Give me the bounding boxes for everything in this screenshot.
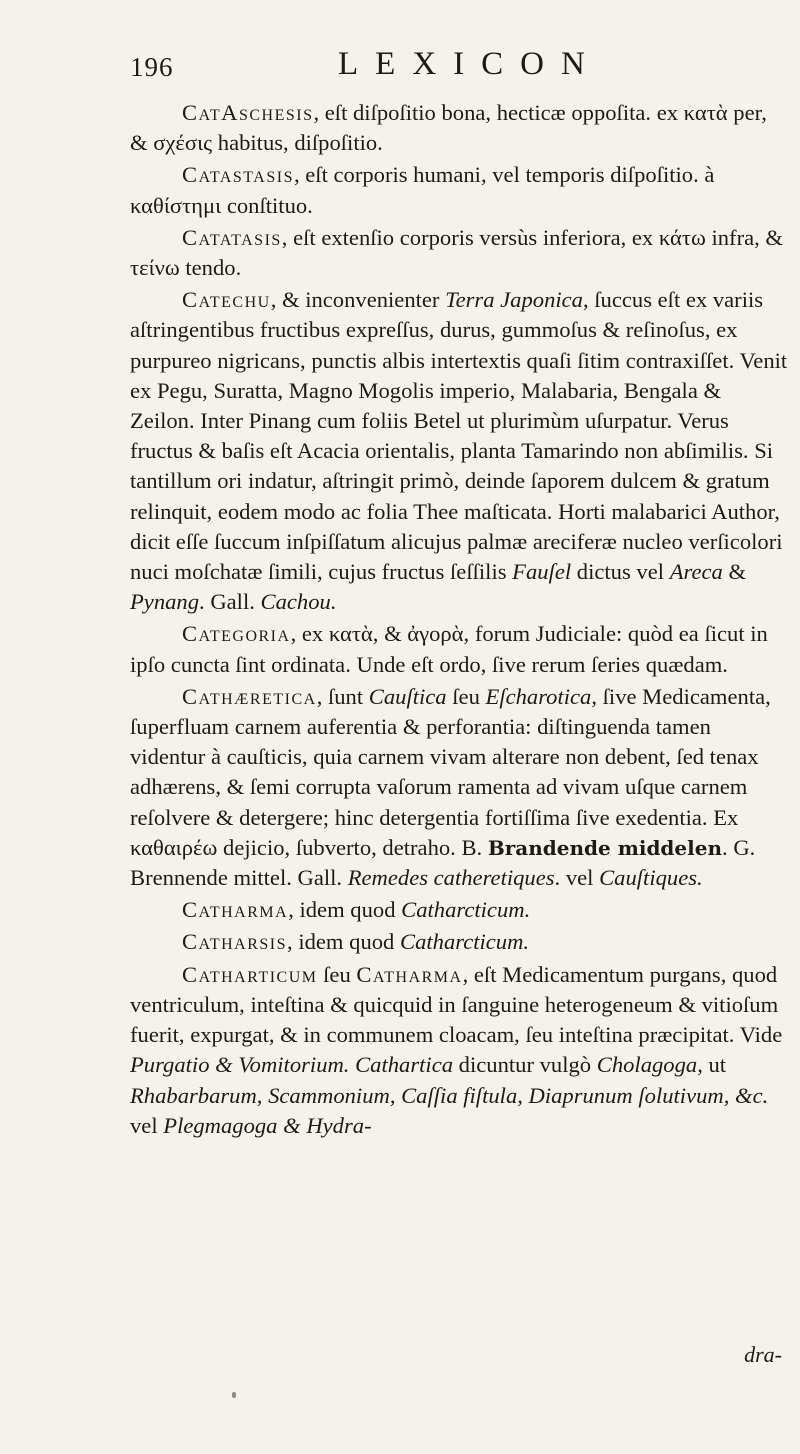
- entry-catechu: [130, 285, 790, 617]
- dictionary-column: [130, 98, 790, 1141]
- definition: , ex κατὰ, & ἀγορὰ, forum Judiciale: quòd ea ſicut in ipſo cuncta ſint ordinata. Unde eſt ordo, ſive rerum ſeries quædam.: [130, 621, 768, 677]
- italic-term: Cauſtiques.: [599, 865, 703, 891]
- definition-part: ſeu: [446, 683, 486, 709]
- definition-part: &: [722, 559, 747, 585]
- definition-part: ſeu: [317, 961, 357, 987]
- headword: Categoria: [182, 621, 291, 647]
- definition-part: dicuntur vulgò: [453, 1052, 597, 1078]
- definition: , eſt diſpoſitio bona, hecticæ oppoſita. ex κατὰ per, & σχέσις habitus, diſpoſitio.: [130, 100, 767, 156]
- italic-term: Purgatio & Vomitorium. Cathartica: [130, 1052, 454, 1078]
- italic-term: Remedes catheretiques: [347, 865, 555, 891]
- definition-part: , eſt Medicamentum purgans, quod ventriculum, inteſtina & quicquid in ſanguine heterogeneum & vitioſum fuerit, expurgat, & in communem cloacam, ſeu inteſtina præcipitat. Vide: [130, 961, 783, 1048]
- italic-term: Pynang: [130, 589, 200, 615]
- italic-term: Cauſtica: [368, 683, 447, 709]
- italic-term: Rhabarbarum, Scammonium, Caſſia fiſtula, Diaprunum ſolutivum, &c.: [130, 1082, 769, 1108]
- definition: , eſt extenſio corporis versùs inferiora, ex κάτω infra, & τείνω tendo.: [130, 224, 784, 281]
- definition-part: vel: [130, 1112, 164, 1138]
- headword: Catharma: [182, 897, 289, 923]
- entry-catastasis: [130, 160, 790, 220]
- headword: Cathæretica: [182, 683, 317, 709]
- definition-part: dictus vel: [571, 559, 670, 585]
- italic-term: Areca: [669, 559, 723, 585]
- italic-term: Fauſel: [512, 559, 572, 585]
- definition-part: , idem quod: [288, 897, 402, 923]
- definition-part: , ut: [697, 1052, 727, 1078]
- definition-part: , idem quod: [287, 929, 400, 955]
- entry-catAschesis: [130, 98, 790, 158]
- headword: Catechu: [182, 287, 271, 313]
- italic-term: Eſcharotica: [485, 683, 592, 709]
- entry-cathaeretica: [130, 682, 790, 893]
- blackletter-term: Brandende middelen: [487, 835, 723, 860]
- entry-catharsis: [130, 927, 790, 957]
- definition-part: . vel: [554, 865, 600, 891]
- definition-part: , & inconvenienter: [270, 287, 446, 313]
- catchword: dra-: [744, 1342, 782, 1367]
- entry-catharma: [130, 895, 790, 925]
- italic-term: Catharcticum.: [400, 929, 530, 955]
- entry-catharticum: [130, 960, 790, 1141]
- page-header: [0, 44, 800, 94]
- definition-part: . G. Brennende mittel. Gall.: [130, 834, 756, 891]
- entry-catatasis: [130, 223, 790, 283]
- headword: Catastasis: [182, 162, 294, 188]
- definition: , eſt corporis humani, vel temporis diſpoſitio. à καθίστημι conſtituo.: [130, 162, 715, 218]
- entry-categoria: [130, 619, 790, 679]
- headword: Catatasis: [182, 224, 282, 250]
- headword-secondary: Catharma: [356, 961, 463, 987]
- headword: CatAschesis: [182, 100, 314, 125]
- page-number: 196: [130, 52, 174, 82]
- italic-term: Plegmagoga & Hydra-: [163, 1112, 372, 1138]
- italic-term: Cholagoga: [596, 1052, 698, 1078]
- italic-term: Terra Japonica: [445, 287, 583, 313]
- definition-part: , ſuccus eſt ex variis aſtringentibus fructibus expreſſus, durus, gummoſus & reſinoſus, ex purpureo nigricans, punctis albis intertextis quaſi ſitim contraxiſſet. Venit ex Pegu, Suratta, Magno Mogolis imperio, Malabaria, Bengala & Zeilon. Inter Pinang cum foliis Betel ut plurimùm uſurpatur. Verus fructus & baſis eſt Acacia orientalis, planta Tamarindo non abſimilis. Si tantillum ori indatur, aſtringit primò, deinde ſaporem dulcem & gratum relinquit, eodem modo ac folia Thee maſticata. Horti malabarici Author, dicit eſſe ſuccum inſpiſſatum alicujus palmæ areciferæ nucleo verſicolori nuci moſchatæ ſimili, cujus fructus ſeſſilis: [130, 287, 788, 585]
- italic-term: Cachou.: [260, 589, 337, 615]
- paper-blemish: [232, 1392, 236, 1398]
- headword: Catharticum: [182, 961, 318, 987]
- headword: Catharsis: [182, 929, 288, 955]
- definition-part: . Gall.: [199, 589, 261, 615]
- definition-part: , ſunt: [316, 683, 369, 709]
- running-title: LEXICON: [338, 46, 602, 82]
- definition-part: , ſive Medicamenta, ſuperfluam carnem auferentia & perforantia: diſtinguenda tamen videntur à cauſticis, quia carnem vivam alterare non debent, ſed tenax adhærens, & ſemi corrupta vaſorum ramenta ad vivam uſque carnem reſolvere & detergere; hinc detergentia fortiſſima ſive exedentia. Ex καθαιρέω dejicio, ſubverto, detraho. B.: [130, 683, 771, 860]
- italic-term: Catharcticum.: [401, 897, 531, 923]
